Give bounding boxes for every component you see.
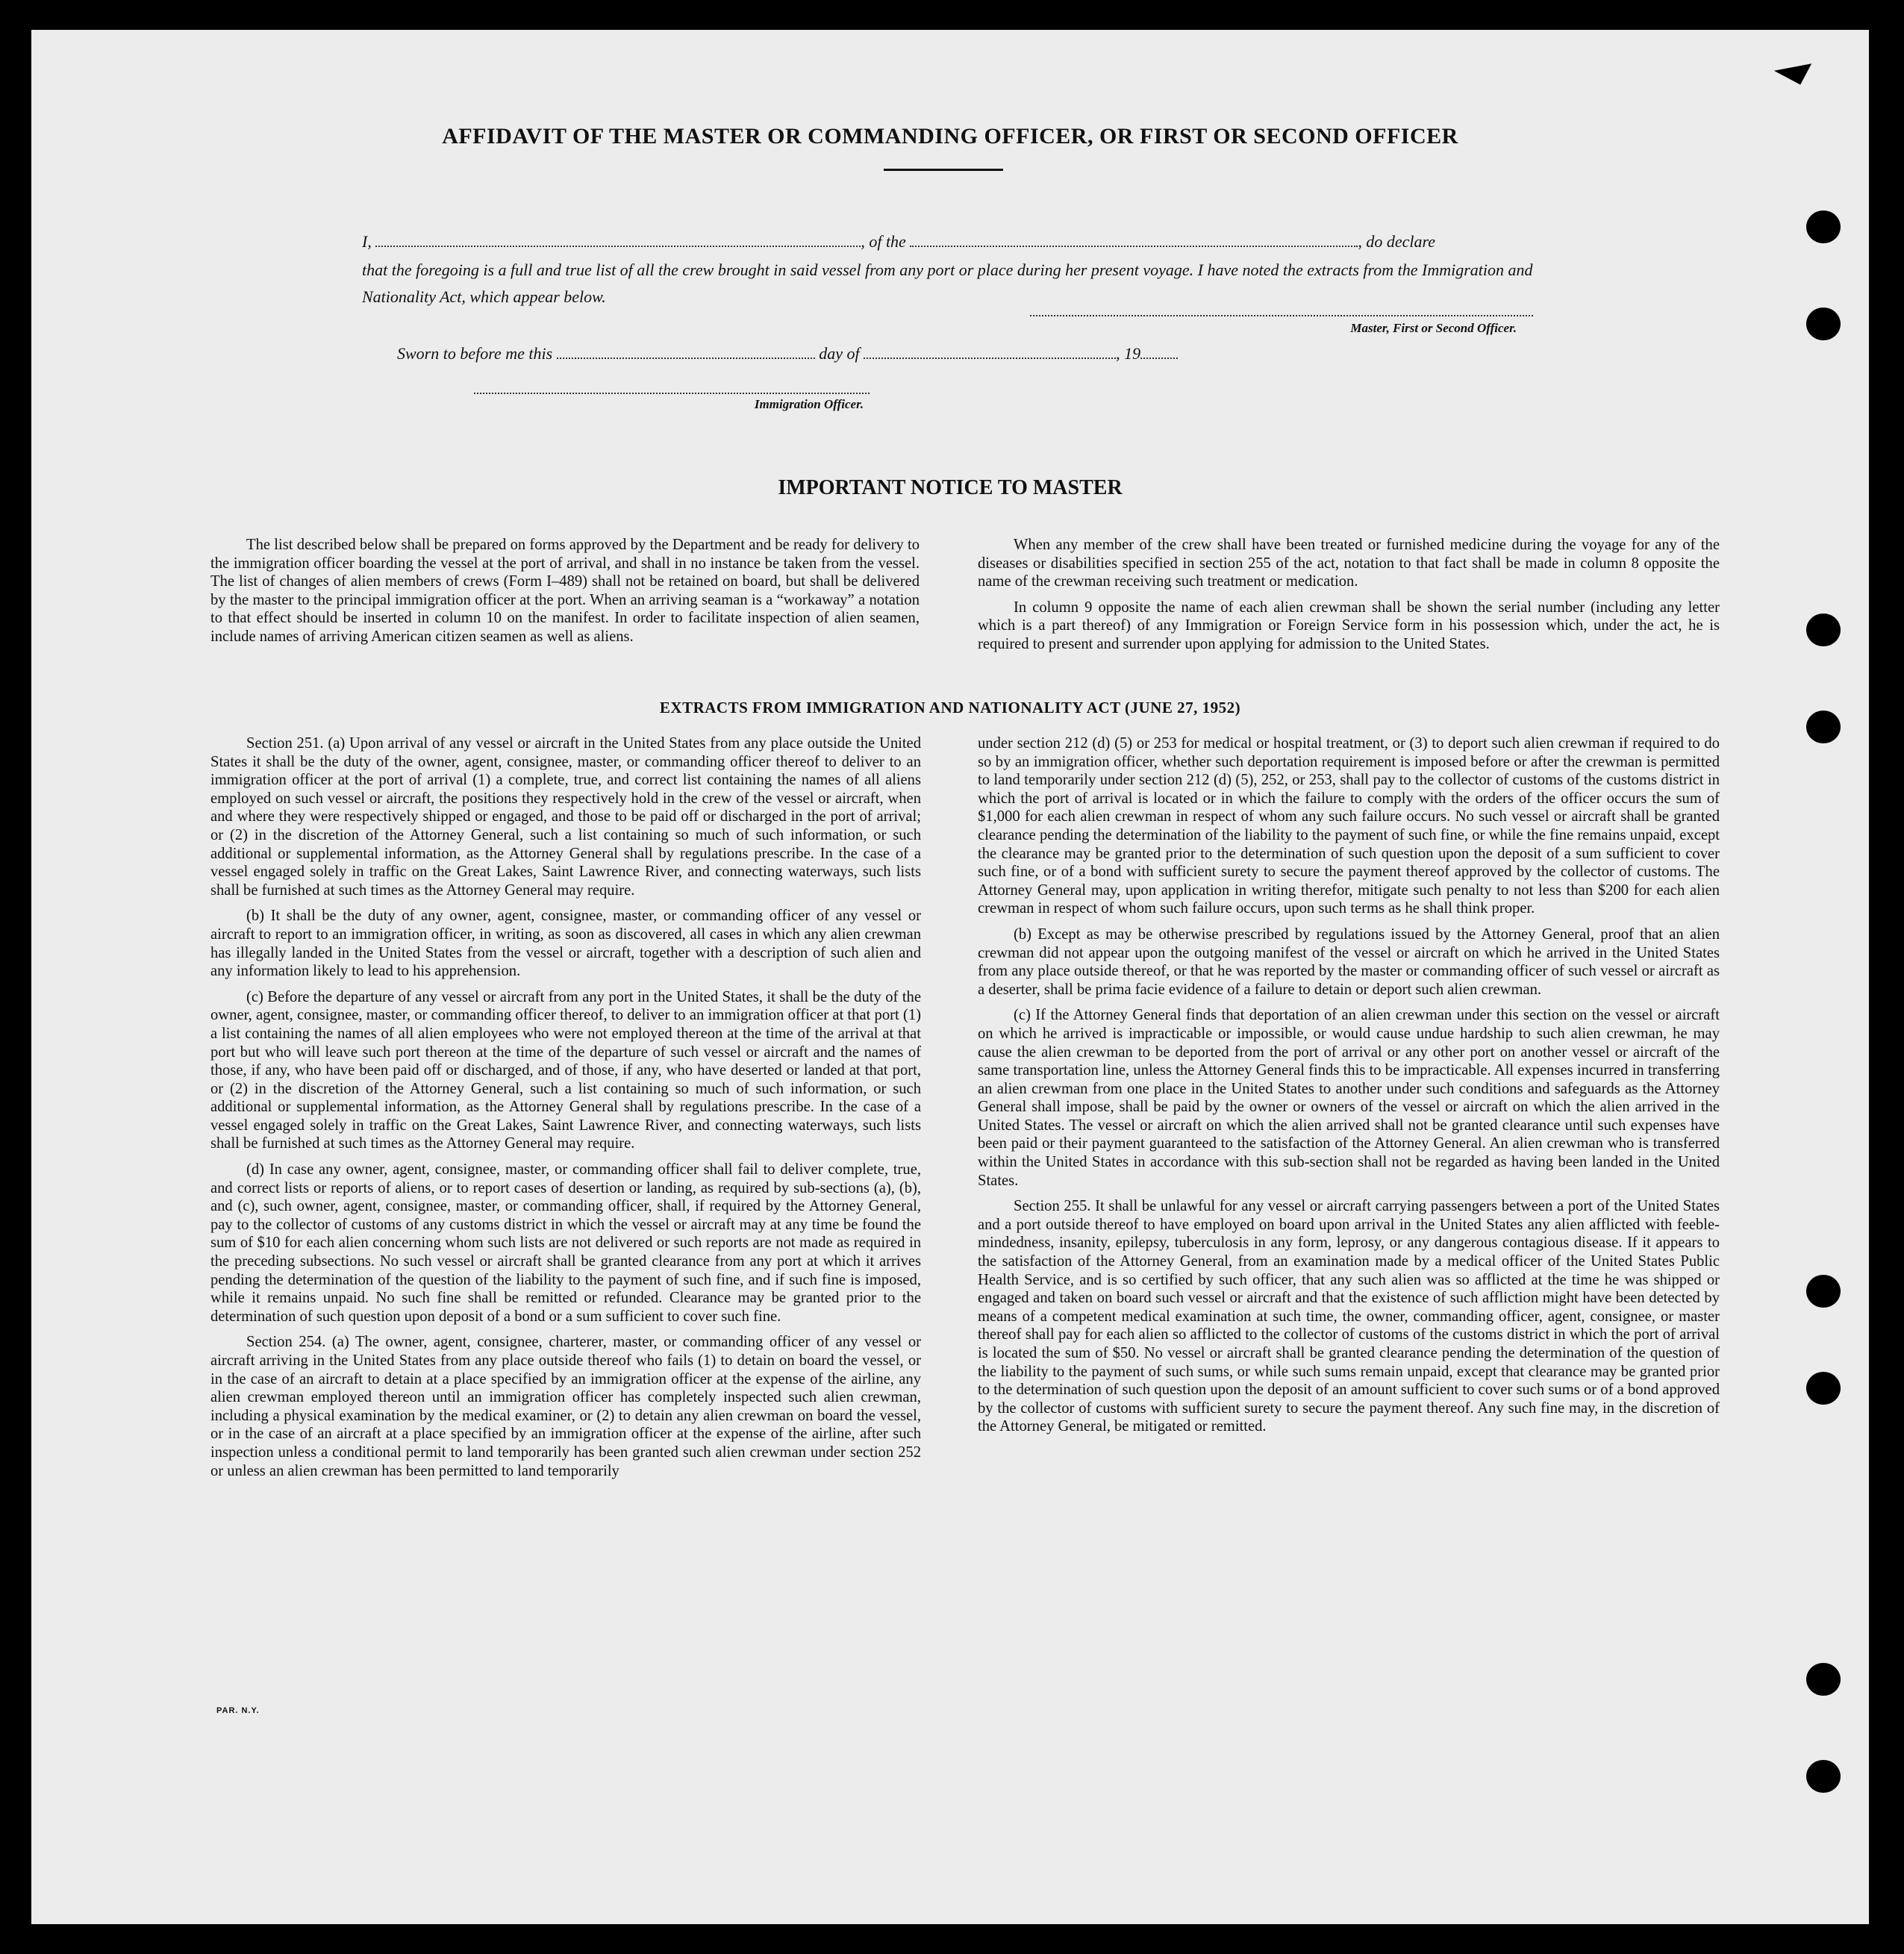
title-rule bbox=[884, 169, 1003, 171]
section-254-a: Section 254. (a) The owner, agent, consignee, charterer, master, or commanding officer of any vessel or aircraft arriving in the United States from any place outside thereof who fails (1) to detain on board the vessel, or in the case of an aircraft to detain at a place specified by an immigration officer at the expense of the airline, any alien crewman employed thereon until an immigration officer has completely inspected such alien crewman, including a physical examination by the medical examiner, or (2) to detain any alien crewman on board the vessel, or in the case of an aircraft at a place specified by an immigration officer at the expense of the airline, after such inspection unless a conditional permit to land temporarily has been granted such alien crewman under section 252 or unless an alien crewman has been permitted to land temporarily bbox=[210, 1334, 921, 1479]
section-251-a: Section 251. (a) Upon arrival of any vessel or aircraft in the United States from any place outside the United States it shall be the duty of the owner, agent, consignee, master, or commanding officer thereof to deliver to an immigration officer at the port of arrival (1) a complete, true, and correct list containing the names of all aliens employed on such vessel or aircraft, the positions they respectively hold in the crew of the vessel or aircraft, when and where they were respectively shipped or engaged, and those to be paid off or discharged in the port of arrival; or (2) in the discretion of the Attorney General, such a list containing so much of such information, or such additional or supplemental information, as the Attorney General shall by regulations prescribe. In the case of a vessel engaged solely in traffic on the Great Lakes, Saint Lawrence River, and connecting waterways, such lists shall be furnished at such times as the Attorney General may require. bbox=[210, 735, 921, 899]
notice-title: IMPORTANT NOTICE TO MASTER bbox=[778, 476, 1123, 499]
name-field[interactable] bbox=[375, 232, 861, 247]
sworn-label: Sworn to before me this bbox=[397, 344, 553, 363]
punch-hole bbox=[1806, 1760, 1841, 1793]
punch-hole bbox=[1806, 308, 1841, 340]
document-page bbox=[31, 30, 1869, 1924]
corner-mark bbox=[1774, 49, 1811, 84]
sworn-day-field[interactable] bbox=[557, 344, 815, 359]
punch-hole bbox=[1806, 1372, 1841, 1405]
section-254-c: (c) If the Attorney General finds that deportation of an alien crewman under this section on the vessel or aircraft on which he arrived is impracticable or impossible, or would cause undue hardship to such alien crewman, he may cause the alien crewman to be deported from the port of arrival or any other port on another vessel or aircraft of the same transportation line, unless the Attorney General finds this to be impracticable. All expenses incurred in transferring an alien crewman from one place in the United States to another under such conditions and safeguards as the Attorney General shall impose, shall be paid by the owner or owners of the vessel or aircraft on which the alien arrived in the United States. The vessel or aircraft on which the alien arrived shall not be granted clearance until such expenses have been paid or their payment guaranteed to the satisfaction of the Attorney General. An alien crewman who is transferred within the United States in accordance with this sub-section shall not be regarded as having been landed in the United States. bbox=[978, 1007, 1720, 1189]
section-251-d: (d) In case any owner, agent, consignee, master, or commanding officer shall fail to deliver complete, true, and correct lists or reports of aliens, or to report cases of desertion or landing, as required by sub-sections (a), (b), and (c), such owner, agent, consignee, master, or commanding officer, shall, if required by the Attorney General, pay to the collector of customs of any customs district in which the vessel or aircraft may at any time be found the sum of $10 for each alien concerning whom such lists are not delivered or such reports are not made as required in the preceding subsections. No such vessel or aircraft shall be granted clearance from any port at which it arrives pending the determination of the question of the liability to the payment of such fine, and if such fine is imposed, while it remains unpaid. No such fine shall be remitted or refunded. Clearance may be granted prior to the determination of such question upon deposit of a bond or a sum sufficient to cover such fine. bbox=[210, 1161, 921, 1325]
punch-hole bbox=[1806, 1275, 1841, 1308]
punch-hole bbox=[1806, 210, 1841, 243]
master-signature-label: Master, First or Second Officer. bbox=[1350, 321, 1517, 335]
year-label: , 19 bbox=[1116, 344, 1141, 363]
section-255: Section 255. It shall be unlawful for any vessel or aircraft carrying passengers between a port of the United States and a port outside thereof to have employed on board upon arrival in the United States any alien afflicted with feeble-mindedness, insanity, epilepsy, tuberculosis in any form, leprosy, or any dangerous contagious disease. If it appears to the satisfaction of the Attorney General, from an examination made by a medical officer of the United States Public Health Service, and is so certified by such officer, that any such alien was so afflicted at the time he was shipped or engaged and taken on board such vessel or aircraft and that the existence of such affliction might have been detected by means of a competent medical examination at such time, the owner, commanding officer, agent, consignee, or master thereof shall pay for each alien so afflicted to the collector of customs of the customs district in which the port of arrival is located the sum of $50. No vessel or aircraft shall be granted clearance pending the determination of the question of the liability to the payment of such sums, or while such sums remain unpaid, except that clearance may be granted prior to the determination of such question upon the deposit of an amount sufficient to cover such sums or of a bond approved by the collector of customs with sufficient surety to secure the payment thereof. Any such fine may, in the discretion of the Attorney General, be mitigated or remitted. bbox=[978, 1198, 1720, 1435]
notice-paragraph: In column 9 opposite the name of each alien crewman shall be shown the serial number (including any letter which is a part thereof) of any Immigration or Foreign Service form in his possession which, under the act, he is required to present and surrender upon applying for admission to the United States. bbox=[978, 599, 1720, 652]
declaration-fill-line bbox=[362, 228, 1571, 255]
i-label: I, bbox=[362, 232, 372, 251]
notice-paragraph: The list described below shall be prepared on forms approved by the Department and be ready for delivery to the immigration officer boarding the vessel at the port of arrival, and shall in no instance be taken from the vessel. The list of changes of alien members of crews (Form I–489) shall not be retained on board, but shall be delivered by the master to the principal immigration officer at the port. When an arriving seaman is a “workaway” a notation to that effect should be inserted in column 10 on the manifest. In order to facilitate inspection of alien seamen, include names of arriving American citizen seamen as well as aliens. bbox=[210, 537, 920, 645]
vessel-field[interactable] bbox=[910, 232, 1358, 247]
notice-right-column bbox=[978, 536, 1720, 661]
master-signature-line[interactable] bbox=[1030, 315, 1533, 316]
sworn-month-field[interactable] bbox=[864, 344, 1116, 359]
of-the-label: , of the bbox=[861, 232, 906, 251]
notice-left-column bbox=[210, 536, 920, 654]
extracts-title: EXTRACTS FROM IMMIGRATION AND NATIONALITY ACT (JUNE 27, 1952) bbox=[659, 699, 1241, 717]
sworn-line bbox=[397, 340, 1178, 367]
declaration-text: that the foregoing is a full and true list of all the crew brought in said vessel from any port or place during her present voyage. I have noted the extracts from the Immigration and Nationality Act, which appear below. bbox=[362, 260, 1533, 306]
notice-paragraph: When any member of the crew shall have been treated or furnished medicine during the voyage for any of the diseases or disabilities specified in section 255 of the act, notation to that fact shall be made in column 8 opposite the name of the crewman receiving such treatment or medication. bbox=[978, 537, 1720, 590]
printer-mark: PAR. N.Y. bbox=[216, 1706, 260, 1715]
day-of-label: day of bbox=[819, 344, 860, 363]
punch-hole bbox=[1806, 614, 1841, 646]
section-251-b: (b) It shall be the duty of any owner, agent, consignee, master, or commanding officer of any vessel or aircraft to report to an immigration officer, in writing, as soon as discovered, all cases in which any alien crewman has illegally landed in the United States from the vessel or aircraft, together with a description of such alien and any information likely to lead to his apprehension. bbox=[210, 908, 921, 980]
punch-hole bbox=[1806, 1663, 1841, 1696]
extracts-left-column bbox=[210, 734, 921, 1488]
immigration-officer-signature-line[interactable] bbox=[474, 393, 870, 394]
do-declare-label: , do declare bbox=[1358, 232, 1435, 251]
section-251-c: (c) Before the departure of any vessel or aircraft from any port in the United States, it shall be the duty of the owner, agent, consignee, master, or commanding officer thereof, to deliver to an immigration officer at that port (1) a list containing the names of all alien employees who were not employed thereon at the time of the arrival at that port but who will leave such port thereon at the time of the departure of such vessel or aircraft and the names of those, if any, who have been paid off or discharged, and of those, if any, who have deserted or landed at that port, or (2) in the discretion of the Attorney General, such a list containing so much of such information, or such additional or supplemental information, as the Attorney General shall by regulations prescribe. In the case of a vessel engaged solely in traffic on the Great Lakes, Saint Lawrence River, and connecting waterways, such lists shall be furnished at such times as the Attorney General may require. bbox=[210, 988, 921, 1152]
affidavit-title: AFFIDAVIT OF THE MASTER OR COMMANDING OFFICER, OR FIRST OR SECOND OFFICER bbox=[442, 124, 1458, 149]
section-254-a-continued: under section 212 (d) (5) or 253 for medical or hospital treatment, or (3) to deport such alien crewman if required to do so by an immigration officer, whether such deportation requirement is imposed before or after the crewman is permitted to land temporarily under section 212 (d) (5), 252, or 253, shall pay to the collector of customs of the customs district in which the port of arrival is located or in which the failure to comply with the orders of the officer occurs the sum of $1,000 for each alien crewman in respect of whom any such failure occurs. No such vessel or aircraft shall be granted clearance pending the determination of the liability to the payment of such fine, or while the fine remains unpaid, except the clearance may be granted prior to the determination of such question upon the deposit of a sum sufficient to cover such fine, or of a bond with sufficient surety to secure the payment thereof approved by the collector of customs. The Attorney General may, upon application in writing therefor, mitigate such penalty to not less than $200 for each alien crewman in respect of whom such failure occurs, upon such terms as he shall think proper. bbox=[978, 735, 1720, 917]
extracts-right-column bbox=[978, 734, 1720, 1443]
immigration-officer-label: Immigration Officer. bbox=[754, 397, 864, 411]
sworn-year-field[interactable] bbox=[1140, 344, 1178, 359]
section-254-b: (b) Except as may be otherwise prescribed by regulations issued by the Attorney General, proof that an alien crewman did not appear upon the outgoing manifest of the vessel or aircraft on which he arrived in the United States from any place outside thereof, or that he was reported by the master or commanding officer of such vessel or aircraft as a deserter, shall be prima facie evidence of a failure to detain or deport such alien crewman. bbox=[978, 926, 1720, 998]
